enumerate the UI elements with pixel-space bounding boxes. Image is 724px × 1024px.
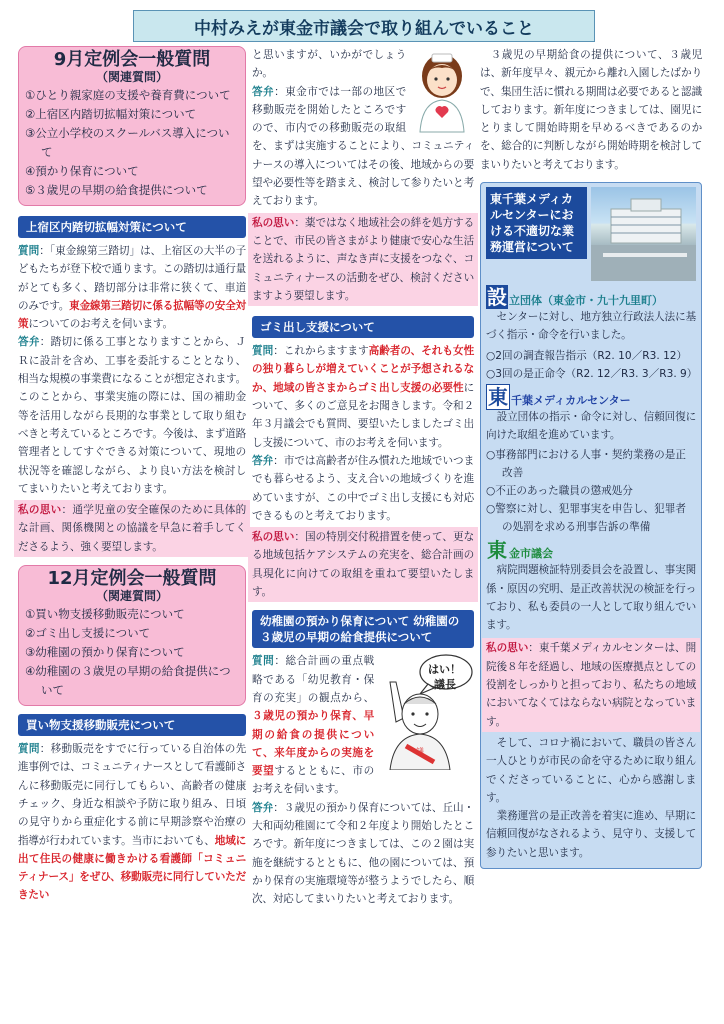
list-item: ④幼稚園の３歳児の早期の給食提供について bbox=[25, 664, 231, 698]
page-title: 中村みえが東金市議会で取り組んでいること bbox=[133, 10, 595, 42]
list-item: ○警察に対し、犯罪事実を申告し、犯罪者の処罰を求める刑事告訴の準備 bbox=[486, 503, 686, 534]
group-list bbox=[486, 446, 696, 536]
opinion-label: 私の思い bbox=[252, 216, 295, 229]
september-question-list bbox=[25, 86, 239, 200]
crossing-section-header: 上宿区内踏切拡幅対策について bbox=[18, 216, 246, 238]
medical-opinion bbox=[482, 638, 700, 731]
opinion-text: ：国の特別交付税措置を使って、更なる地域包括ケアシステムの充実を、総合計画の具現化に向けての取組を重ねて要望いたします。 bbox=[252, 531, 475, 599]
nurse-illustration bbox=[410, 46, 474, 136]
mobile-sales-section-header: 買い物支援移動販売について bbox=[18, 714, 246, 736]
garbage-answer bbox=[252, 452, 474, 525]
list-item: ①ひとり親家庭の支援や養育費について bbox=[25, 88, 231, 102]
crossing-question bbox=[18, 242, 246, 333]
opinion-label: 私の思い bbox=[252, 531, 295, 544]
nurse-icon bbox=[410, 46, 474, 136]
question-label: 質問 bbox=[252, 345, 274, 358]
group-city bbox=[486, 287, 696, 383]
kindergarten-answer bbox=[252, 799, 474, 909]
question-highlight: 東金線第三踏切に係る拡幅等の安全対策 bbox=[18, 299, 246, 331]
list-item: ○事務部門における人事・契約業務の是正改善 bbox=[486, 449, 686, 480]
medical-heading: 東千葉メディカルセンターにおける不適切な業務運営について bbox=[486, 187, 587, 259]
question-text: についてのお考えを伺います。 bbox=[28, 318, 173, 331]
question-text: について、多くのご意見をお聞きします。令和２年３月議会でも質問、要望いたしましたゴミ出し支援について、市のお考えを伺います。 bbox=[252, 381, 474, 449]
group-list bbox=[486, 347, 696, 383]
answer-text: ：３歳児の預かり保育については、丘山・大和両幼稚園にて令和２年度より開始したところです。新年度につきましては、この２園は実施を継続するとともに、他の園については、預かり保育の実施環境等が整うようでしたら、順次、対応してまいりたいと考えております。 bbox=[252, 801, 474, 906]
list-item: ③幼稚園の預かり保育について bbox=[25, 645, 185, 660]
initial-mark: 東 bbox=[487, 538, 507, 563]
opinion-text: ：通学児童の安全確保のために具体的な計画、関係機関との協議を早急に着手してくださるよう、強く要望します。 bbox=[18, 504, 246, 553]
crossing-answer bbox=[18, 333, 246, 498]
question-text: ：「東金線第三踏切」は、上宿区の大半の子どもたちが登下校で通ります。この踏切は通行量がとても多く、踏切部分は非常に狭くて、車道のみです。 bbox=[18, 245, 246, 312]
kindergarten-section-header: 幼稚園の預かり保育について 幼稚園の３歳児の早期の給食提供について bbox=[252, 610, 474, 648]
list-item: ③公立小学校のスクールバス導入について bbox=[25, 126, 230, 159]
question-label: 質問 bbox=[18, 743, 40, 756]
list-item: ②上宿区内踏切拡幅対策について bbox=[25, 107, 197, 121]
answer-label: 答弁 bbox=[252, 801, 274, 814]
september-heading: 9月定例会一般質問 bbox=[53, 49, 211, 70]
question-text: ：移動販売をすでに行っている自治体の先進事例では、コミュニティナースとして看護師さんに移動販売に同行してもらい、高齢者の健康チェック、身近な相談や予防に取り組み、日頃の見守りから重症化する前に早期診察や治療の指導が行われています。当市においても、 bbox=[18, 743, 246, 847]
question-text: ：これからますます bbox=[273, 345, 369, 358]
crossing-opinion bbox=[14, 500, 250, 557]
column-left bbox=[18, 46, 246, 905]
list-item: ○不正のあった職員の懲戒処分 bbox=[486, 485, 633, 498]
garbage-section-header: ゴミ出し支援について bbox=[252, 316, 474, 338]
question-label: 質問 bbox=[18, 245, 40, 257]
group-council bbox=[486, 540, 696, 634]
answer-text: ：踏切に係る工事となりますことから、ＪＲに設計を含め、工事を委託することとなり、相当な規模の事業費になることが想定されます。このことから、事業実施の際には、国の補助金等を活用しながら長期的な事業として取り組むべきと考えているところです。今後は、まず道路管理者としてすぐできる対策について、現地の状況等を確認しながら、より良い方法を検討してまいりたいと考えております。 bbox=[18, 336, 246, 495]
september-questions-box bbox=[18, 46, 246, 206]
answer-label: 答弁 bbox=[18, 336, 40, 349]
initial-mark: 東 bbox=[488, 384, 508, 409]
medical-opinion-3: 業務運営の是正改善を着実に進め、早期に信頼回復がなされるよう、見守り、支援して参りたいと思います。 bbox=[486, 810, 696, 859]
group-label: 立団体（東金市・九十九里町） bbox=[509, 294, 663, 308]
answer-label: 答弁 bbox=[252, 454, 274, 467]
opinion-label: 私の思い bbox=[18, 504, 62, 517]
column-middle bbox=[252, 46, 474, 908]
group-text: センターに対し、地方独立行政法人法に基づく指示・命令を行いました。 bbox=[486, 311, 696, 342]
list-item: ○2回の調査報告指示（R2. 10／R3. 12） bbox=[486, 349, 688, 362]
hospital-photo bbox=[591, 187, 696, 281]
question-text: するとともに、市のお考えを伺います。 bbox=[252, 765, 374, 796]
opinion-text: ：東千葉メディカルセンターは、開院後８年を経過し、地域の医療拠点としての役割をしっかりと担っており、私たちの地域においてなくてはならない病院となっています。 bbox=[486, 642, 697, 728]
answer-text: ：東金市では一部の地区で移動販売を開始したところですので、市内での移動販売の取組を、まずは実施することにより、コミュニティナースの導入についてはその後、地域からの要望や必要性等を踏まえ、検討して参りたいと考えております。 bbox=[252, 85, 474, 208]
garbage-question bbox=[252, 342, 474, 452]
question-highlight: ３歳児の預かり保育、早期の給食の提供について、来年度からの実施を要望 bbox=[252, 710, 374, 778]
mobile-sales-opinion bbox=[248, 213, 478, 306]
speech-text: はい！ bbox=[428, 663, 461, 677]
question-text: と思いますが、いかがでしょうか。 bbox=[252, 49, 406, 80]
list-item: ②ゴミ出し支援について bbox=[25, 626, 151, 641]
teacher-illustration bbox=[376, 652, 474, 770]
group-text: 設立団体の指示・命令に対し、信頼回復に向けた取組を進めています。 bbox=[486, 410, 696, 441]
kindergarten-answer-cont: ３歳児の早期給食の提供について、３歳児は、新年度早々、親元から離れ入園したばかりで、集団生活に慣れる期間は必要であると認識しております。新年度につきましては、園児にとりまして開始時期を早めるべきであるのかを、総合的に判断しながら開始時期を検討してまいりたいと考えております。 bbox=[480, 49, 702, 171]
december-question-list bbox=[25, 605, 239, 700]
list-item: ④預かり保育について bbox=[25, 164, 139, 178]
group-center bbox=[486, 384, 696, 537]
question-text: ：総合計画の重点戦略である「幼児教育・保育の充実」の観点から、 bbox=[252, 655, 374, 704]
december-subheading: （関連質問） bbox=[95, 589, 168, 604]
question-highlight: 高齢者の、それも女性の独り暮らしが増えていくことが予想されるなか、地域の皆さまからゴミ出し支援の必要性 bbox=[252, 345, 474, 394]
medical-panel-top bbox=[486, 187, 696, 281]
list-item: ⑤３歳児の早期の給食提供について bbox=[25, 183, 208, 197]
opinion-text: ：薬ではなく地域社会の絆を処方することで、市民の皆さまがより健康で安心な生活を送れるように、声なき声に支援をつなぐ、コミュニティナースの活動をぜひ、検討くださいますよう要望します。 bbox=[252, 216, 474, 302]
december-questions-box bbox=[18, 565, 246, 706]
group-label: 金市議会 bbox=[509, 547, 553, 561]
question-label: 質問 bbox=[252, 655, 275, 668]
question-highlight: 地域に出て住民の健康に働きかける看護師「コミュニティナース」をぜひ、移動販売に同行していただきたい bbox=[18, 834, 246, 902]
september-subheading: （関連質問） bbox=[95, 70, 168, 84]
sash-text: 議 bbox=[416, 747, 424, 757]
answer-label: 答弁 bbox=[252, 85, 275, 98]
column-right bbox=[480, 46, 702, 869]
mobile-sales-question bbox=[18, 740, 246, 905]
answer-text: ：市では高齢者が住み慣れた地域でいつまでも暮らせるよう、支え合いの地域づくりを進めていますが、この中でゴミ出し支援にも対応できるものと考えております。 bbox=[252, 454, 474, 522]
list-item: ①買い物支援移動販売について bbox=[25, 607, 185, 622]
medical-center-panel bbox=[480, 182, 702, 869]
december-heading: 12月定例会一般質問 bbox=[47, 568, 217, 590]
opinion-label: 私の思い bbox=[486, 642, 529, 655]
hospital-building-icon bbox=[591, 187, 696, 281]
group-text: 病院問題検証特別委員会を設置し、事実関係・原因の究明、是正改善状況の検証を行っており、私も委員の一人として取り組んでいます。 bbox=[486, 564, 696, 632]
list-item: ○3回の是正命令（R2. 12／R3. 3／R3. 9） bbox=[486, 367, 698, 380]
initial-mark: 設 bbox=[487, 285, 507, 310]
speech-text-2: 議長 bbox=[434, 678, 456, 692]
medical-opinion-2: そして、コロナ禍において、職員の皆さん一人ひとりが市民の命を守るために取り組んでくださっていることに、心から感謝します。 bbox=[486, 736, 696, 804]
group-label: 千葉メディカルセンター bbox=[511, 393, 631, 407]
garbage-opinion bbox=[248, 527, 478, 602]
